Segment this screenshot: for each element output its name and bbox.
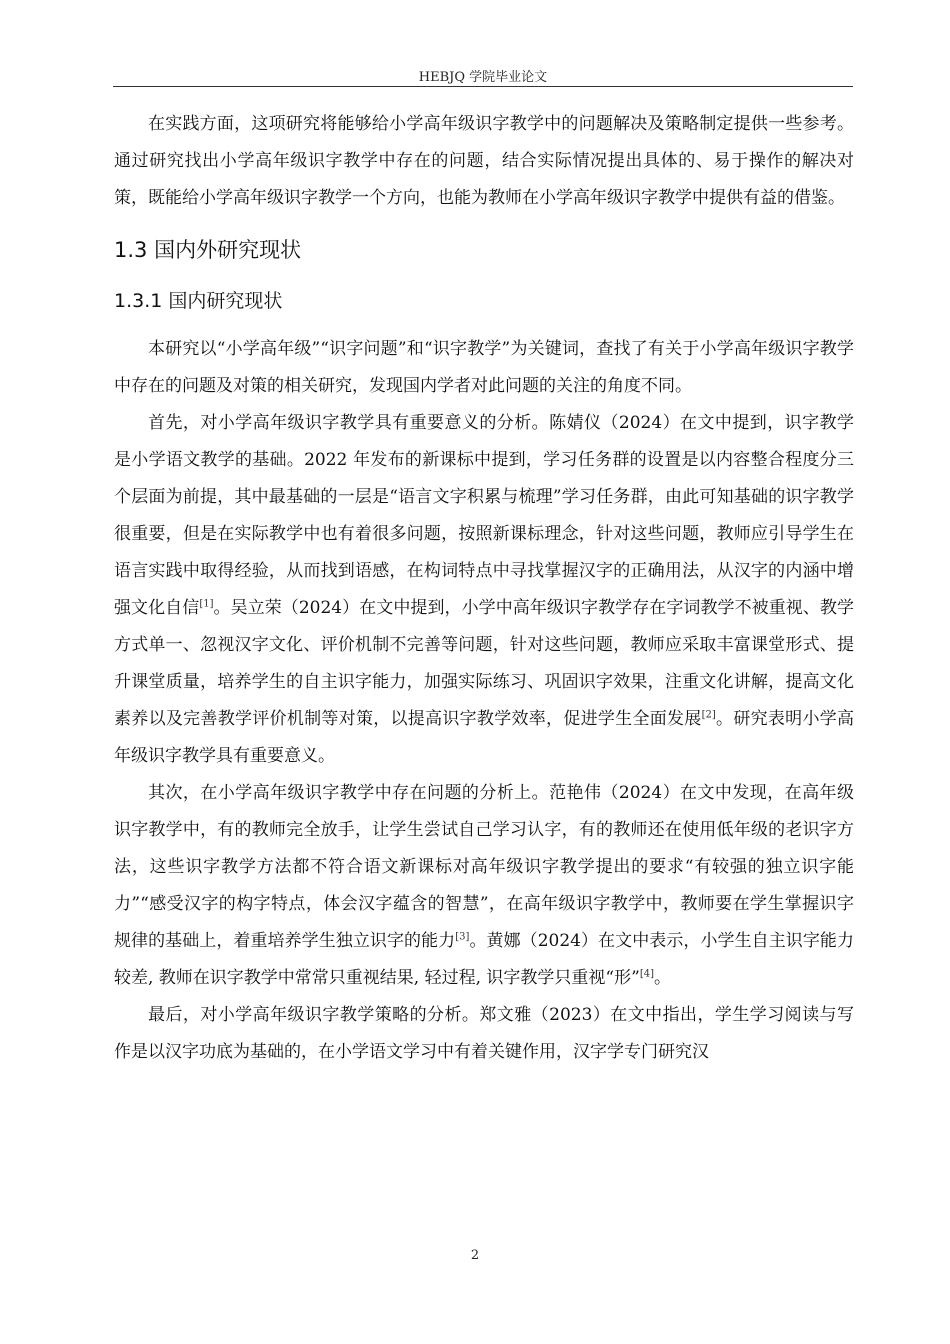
paragraph-3 xyxy=(114,775,854,997)
header-rule xyxy=(113,86,853,87)
intro-paragraph: 在实践方面，这项研究将能够给小学高年级识字教学中的问题解决及策略制定提供一些参考。通过研究找出小学高年级识字教学中存在的问题，结合实际情况提出具体的、易于操作的解决对策，既能给小学高年级识字教学一个方向，也能为教师在小学高年级识字教学中提供有益的借鉴。 xyxy=(114,114,854,208)
paragraph-4: 最后，对小学高年级识字教学策略的分析。郑文雅（2023）在文中指出，学生学习阅读与写作是以汉字功底为基础的，在小学语文学习中有着关键作用，汉字学专门研究汉 xyxy=(114,1005,854,1062)
paragraph-2-text-b: 。吴立荣（2024）在文中提到，小学中高年级识字教学存在字词教学不被重视、教学方式单一、忽视汉字文化、评价机制不完善等问题，针对这些问题，教师应采取丰富课堂形式、提升课堂质量，培养学生的自主识字能力，加强实际练习、巩固识字效果，注重文化讲解，提高文化素养以及完善教学评价机制等对策，以提高识字教学效率，促进学生全面发展 xyxy=(114,598,854,729)
paragraph-2-text-a: 首先，对小学高年级识字教学具有重要意义的分析。陈婧仪（2024）在文中提到，识字教学是小学语文教学的基础。2022 年发布的新课标中提到，学习任务群的设置是以内容整合程度分三个层面为前提，其中最基础的一层是“语言文字积累与梳理”学习任务群，由此可知基础的识字教学很重要，但是在实际教学中也有着很多问题，按照新课标理念，针对这些问题，教师应引导学生在语言实践中取得经验，从而找到语感，在构词特点中寻找掌握汉字的正确用法，从汉字的内涵中增强文化自信 xyxy=(114,413,854,618)
citation-4: [4] xyxy=(639,968,654,980)
paragraph-3-text-c: 。 xyxy=(653,968,671,988)
paragraph-2-text-c: 。研究表明小学高年级识字教学具有重要意义。 xyxy=(114,709,855,766)
page-number: 2 xyxy=(470,1248,480,1263)
citation-2: [2] xyxy=(701,709,716,721)
citation-1: [1] xyxy=(199,598,214,610)
section-title: 1.3 国内外研究现状 xyxy=(114,238,302,262)
page-header: HEBJQ 学院毕业论文 xyxy=(418,70,548,85)
paragraph-2 xyxy=(114,405,854,775)
paragraph-3-text-b: 。黄娜（2024）在文中表示，小学生自主识字能力较差, 教师在识字教学中常常只重视结果, 轻过程, 识字教学只重视“形” xyxy=(114,931,854,988)
main-body xyxy=(114,106,854,1071)
citation-3: [3] xyxy=(455,931,470,943)
subsection-title: 1.3.1 国内研究现状 xyxy=(114,290,283,312)
paragraph-1: 本研究以“小学高年级”“识字问题”和“识字教学”为关键词，查找了有关于小学高年级识字教学中存在的问题及对策的相关研究，发现国内学者对此问题的关注的角度不同。 xyxy=(114,339,854,396)
paragraph-3-text-a: 其次，在小学高年级识字教学中存在问题的分析上。范艳伟（2024）在文中发现，在高年级识字教学中，有的教师完全放手，让学生尝试自己学习认字，有的教师还在使用低年级的老识字方法，这些识字教学方法都不符合语文新课标对高年级识字教学提出的要求“有较强的独立识字能力”“感受汉字的构字特点，体会汉字蕴含的智慧”，在高年级识字教学中，教师要在学生掌握识字规律的基础上，着重培养学生独立识字的能力 xyxy=(114,783,854,951)
